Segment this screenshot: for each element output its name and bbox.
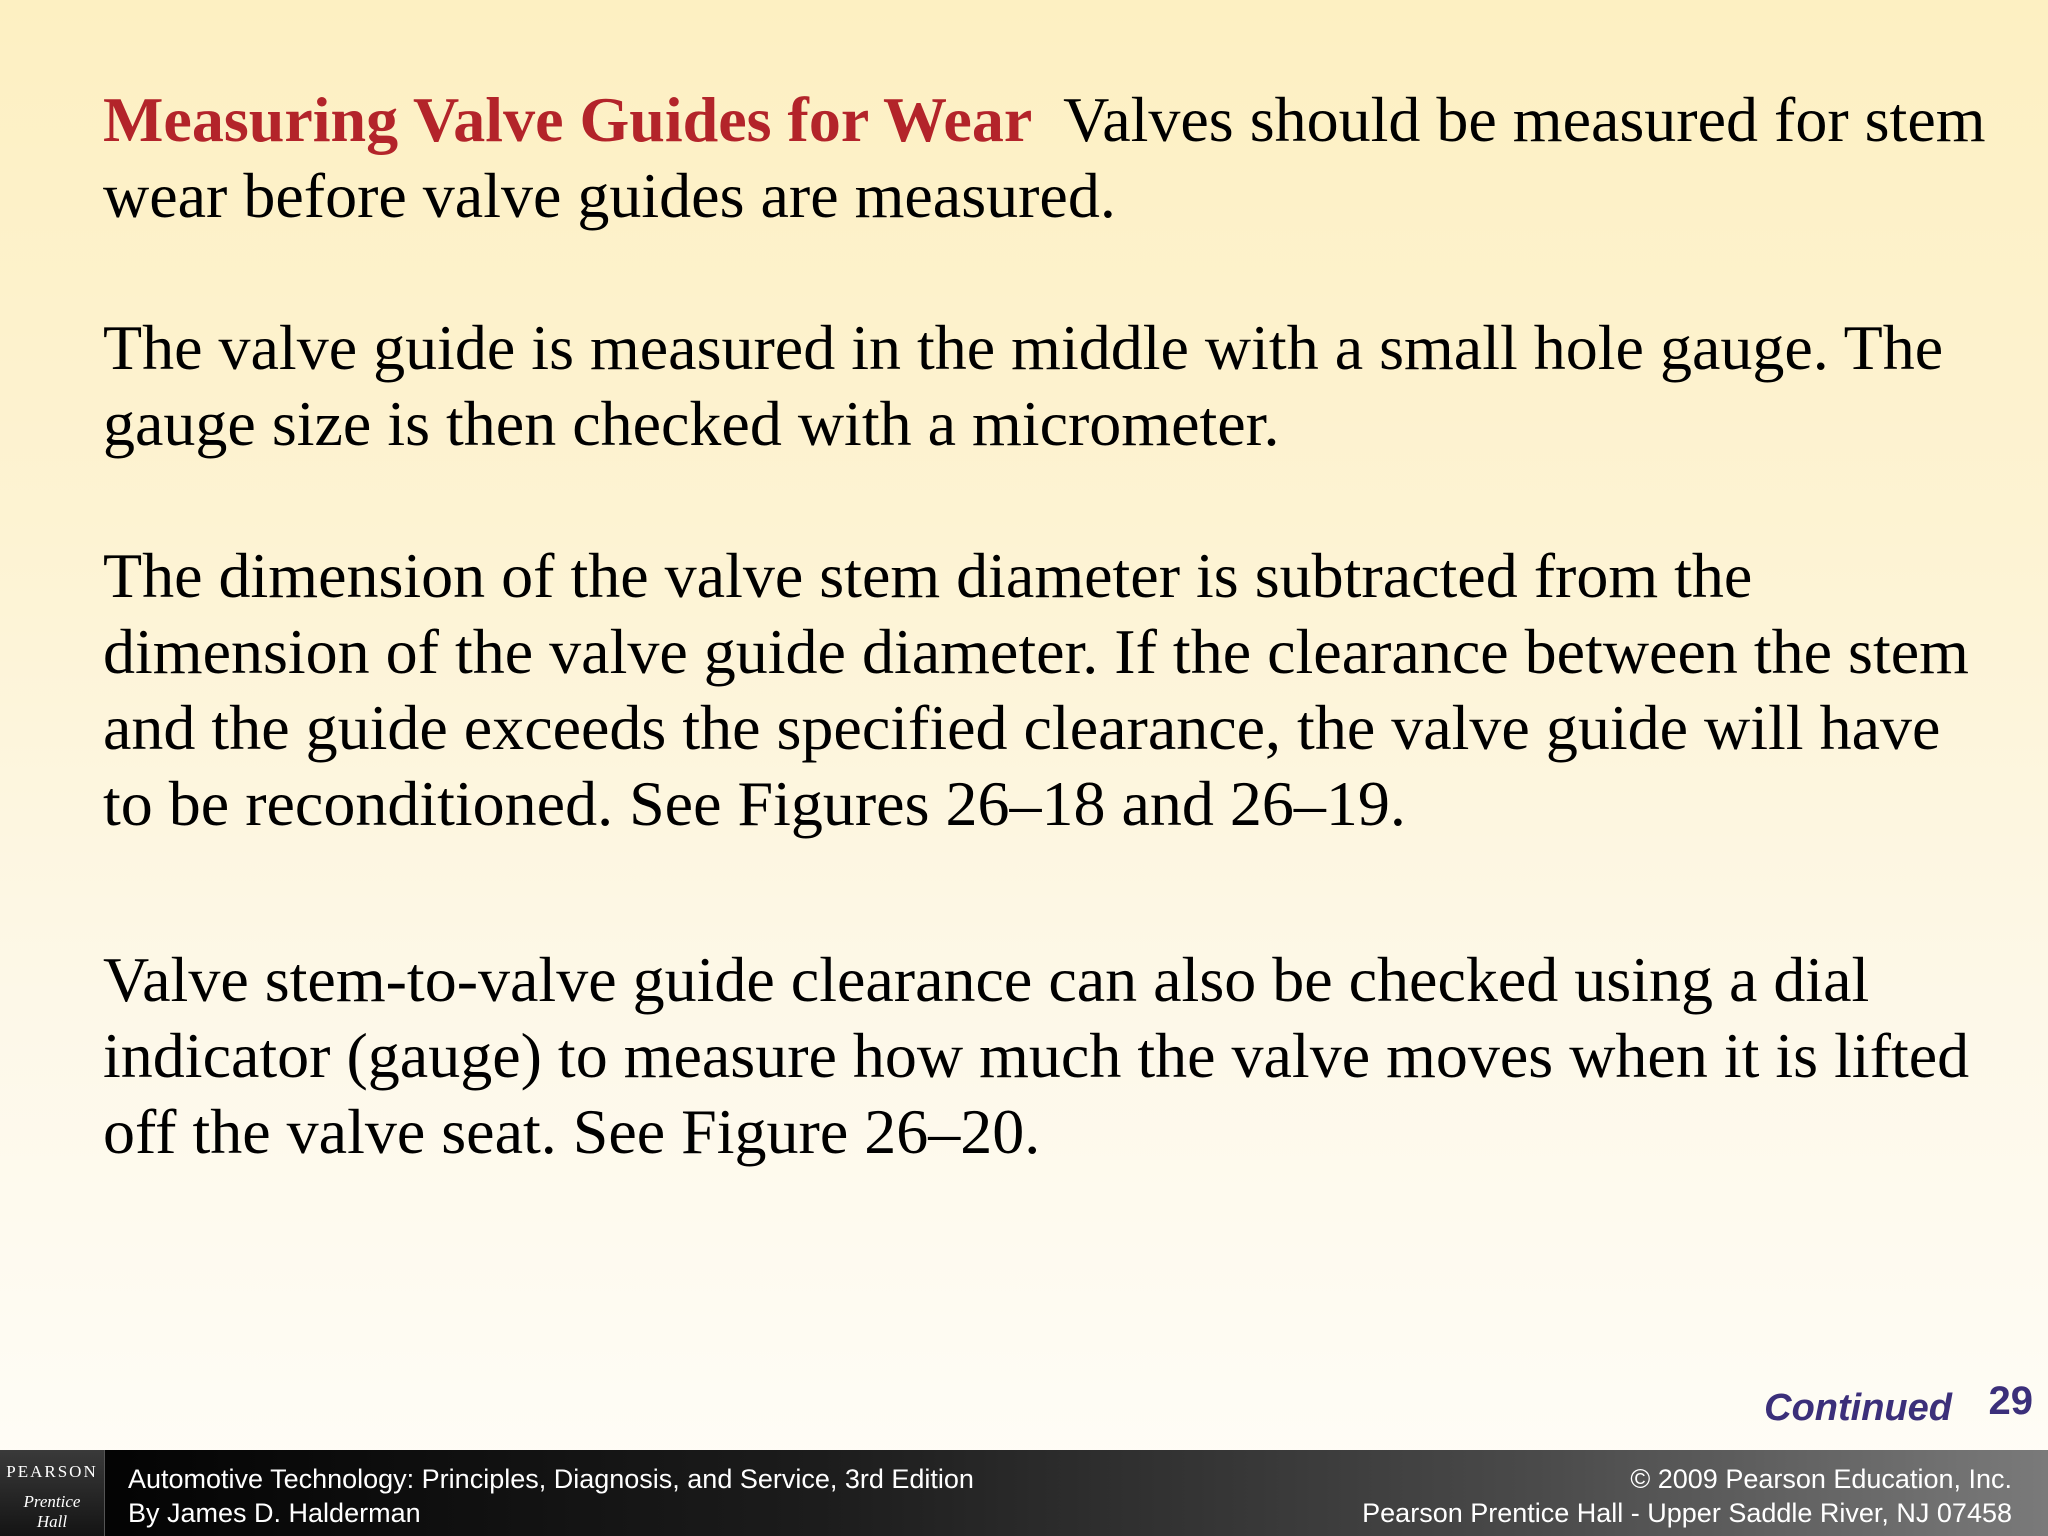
copyright-notice: © 2009 Pearson Education, Inc. <box>1630 1464 2012 1494</box>
paragraph-clearance: The dimension of the valve stem diameter is subtracted from the dimension of the valve guide diameter. If the clearance between the stem and the guide exceeds the specified clearance, the valve guide will have to be reconditioned. See Figures 26–18 and 26–19. <box>103 540 1969 839</box>
intro-text: Valves should be measured for stem wear before valve guides are measured. <box>103 84 2002 231</box>
page-number: 29 <box>1988 1379 2033 1423</box>
book-title: Automotive Technology: Principles, Diagnosis, and Service, 3rd Edition <box>128 1464 974 1494</box>
footer-book-info <box>128 1462 974 1530</box>
logo-text-middle: Prentice <box>23 1492 81 1511</box>
logo-text-top: PEARSON <box>6 1462 98 1481</box>
paragraph-dial-indicator: Valve stem-to-valve guide clearance can also be checked using a dial indicator (gauge) to measure how much the valve moves when it is lifted off the valve seat. See Figure 26–20. <box>103 944 1970 1167</box>
publisher-info: Pearson Prentice Hall - Upper Saddle River, NJ 07458 <box>1362 1498 2012 1528</box>
paragraph-gauge: The valve guide is measured in the middle with a small hole gauge. The gauge size is then checked with a micrometer. <box>103 312 1944 459</box>
paragraph-spacer <box>103 462 2003 538</box>
book-author: By James D. Halderman <box>128 1498 421 1528</box>
paragraph-spacer <box>103 234 2003 310</box>
slide-heading: Measuring Valve Guides for Wear <box>103 84 1033 155</box>
logo-text-bottom: Hall <box>36 1512 68 1531</box>
intro-paragraph <box>103 82 2003 234</box>
footer-bar <box>0 1450 2048 1536</box>
footer-copyright-info <box>1362 1462 2012 1530</box>
continued-label: Continued <box>1764 1387 1952 1429</box>
paragraph-spacer <box>103 842 2003 942</box>
pearson-prentice-hall-logo <box>0 1450 105 1536</box>
slide-body <box>103 82 2003 1170</box>
